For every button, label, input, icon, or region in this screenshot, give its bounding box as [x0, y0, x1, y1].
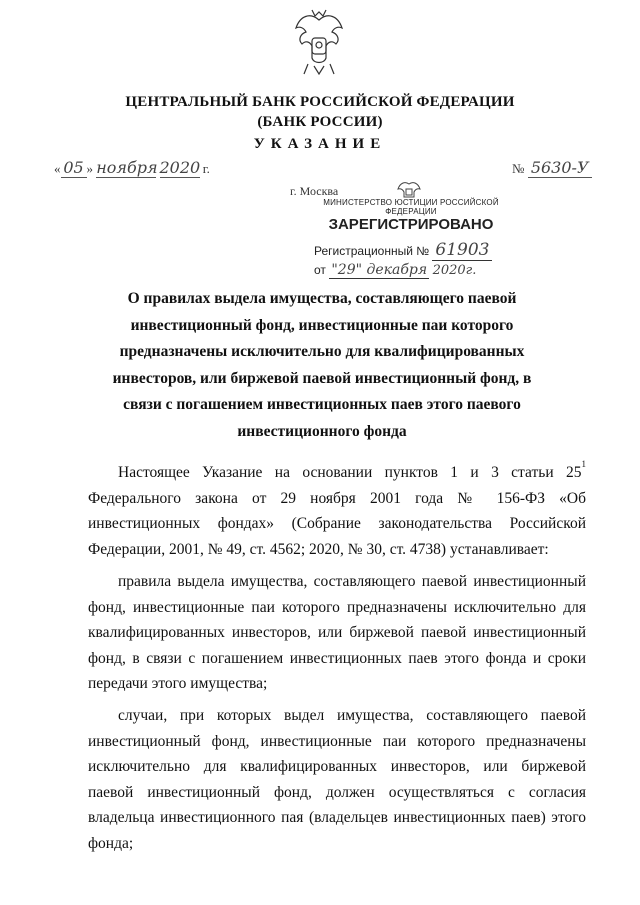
body-paragraph-2: правила выдела имущества, составляющего паевой инвестиционный фонд, инвестиционные паи которого предназначены исключительно для квалифицированных инвесторов, или биржевой паевой инвестиционный фонд, в связи с погашением инвестиционных паев этого фонда и сроки передачи этого имущества; [88, 573, 586, 692]
bank-name [0, 92, 640, 132]
bank-name-line1: ЦЕНТРАЛЬНЫЙ БАНК РОССИЙСКОЙ ФЕДЕРАЦИИ [125, 94, 515, 110]
date-month: ноября [96, 158, 158, 177]
body-paragraph-3: случаи, при которых выдел имущества, составляющего паевой инвестиционный фонд, инвестиционные паи которого предназначены исключительно для квалифицированных инвесторов, или биржевой паевой инвестиционный фонд, должен осуществляться с согласия владельца инвестиционного пая (владельцев инвестиционных паев) этого фонда; [88, 707, 586, 852]
p1-superscript: 1 [581, 459, 586, 469]
body-paragraph-1 [88, 460, 586, 562]
stamp-registered: ЗАРЕГИСТРИРОВАНО [328, 216, 494, 233]
stamp-emblem-icon [394, 180, 424, 200]
city: г. Москва [290, 184, 339, 198]
date-day: 05 [61, 158, 87, 178]
stamp-reg-number: 61903 [432, 240, 492, 261]
stamp-reg-line [314, 240, 492, 261]
p1-text-end: Федерального закона от 29 ноября 2001 года № 156-ФЗ «Об инвестиционных фондах» (Собрание законодательства Российской Федерации, 2001, № 49, ст. 4562; 2020, № 30, ст. 4738) устанавливает: [88, 489, 586, 558]
stamp-ministry: МИНИСТЕРСТВО ЮСТИЦИИ РОССИЙСКОЙ ФЕДЕРАЦИИ [323, 198, 499, 216]
number-value: 5630-У [528, 158, 592, 178]
date-close-quote: » [86, 161, 93, 176]
stamp-date-label: от [314, 263, 326, 277]
date-year: 2020 [159, 158, 201, 177]
russian-coat-of-arms-icon [288, 8, 350, 76]
document-title: О правилах выдела имущества, составляющего паевой инвестиционный фонд, инвестиционные паи которого предназначены исключительно для квалифицированных инвесторов, или биржевой паевой инвестиционный фонд, в связи с погашением инвестиционных паев этого паевого инвестиционного фонда [112, 290, 532, 440]
registration-stamp [310, 180, 512, 282]
date-open-quote: « [54, 161, 61, 176]
document-number [512, 158, 592, 178]
date-suffix: г. [202, 161, 210, 176]
stamp-date-line [314, 262, 476, 279]
bank-name-line2: (БАНК РОССИИ) [257, 114, 383, 130]
signing-date [54, 158, 210, 178]
p1-text-start: Настоящее Указание на основании пунктов 1 и 3 статьи 25 [118, 464, 582, 481]
number-prefix: № [512, 161, 525, 176]
document-type: УКАЗАНИЕ [253, 136, 387, 152]
stamp-date-value: "29" декабря [329, 262, 429, 279]
stamp-date-year: 2020г. [432, 263, 477, 278]
stamp-reg-label: Регистрационный № [314, 244, 430, 258]
